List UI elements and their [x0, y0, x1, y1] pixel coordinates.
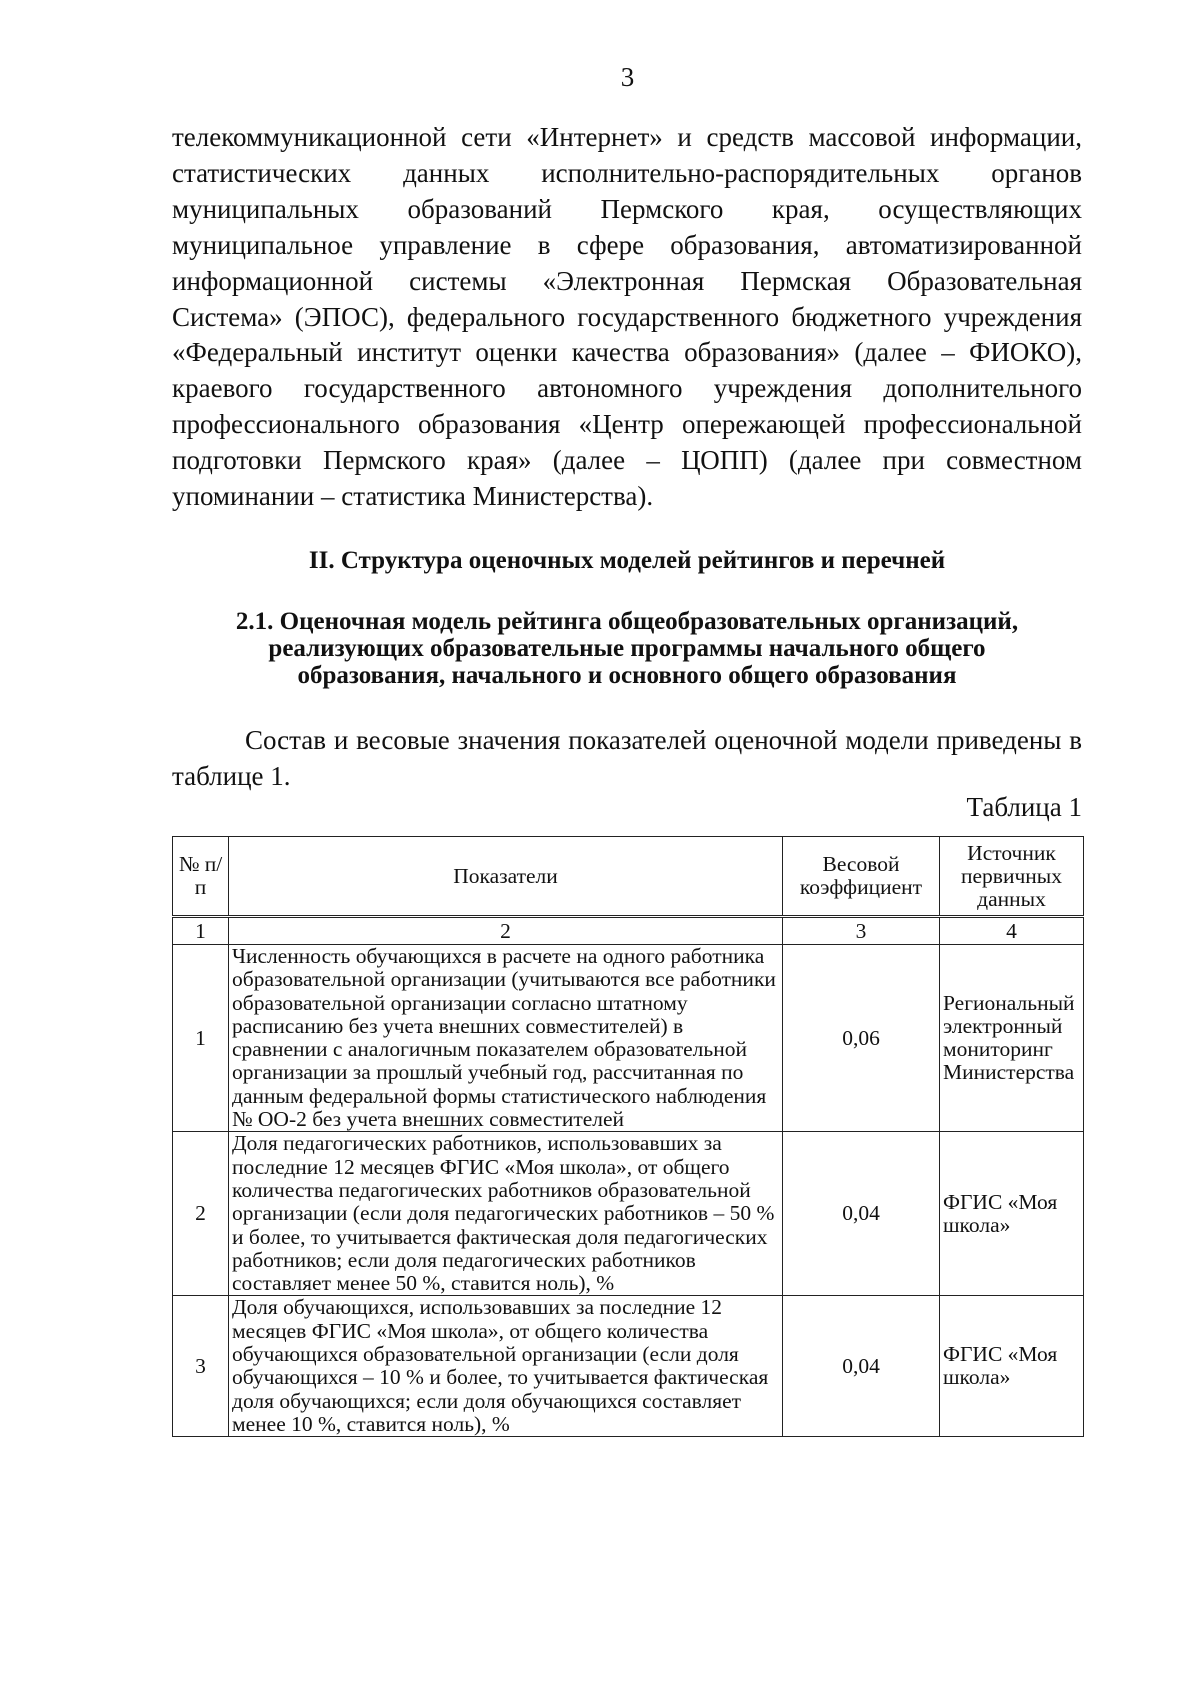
table-row — [173, 945, 1084, 1132]
row-indicator: Численность обучающихся в расчете на одного работника образовательной организации (учитываются все работники образовательной организации согласно штатному расписанию без учета внешних совместителей) в сравнении с аналогичным показателем образовательной организации за прошлый учебный год, рассчитанная по данным федеральной формы статистического наблюдения № ОО-2 без учета внешних совместителей — [229, 945, 783, 1132]
header-indicator: Показатели — [229, 837, 783, 917]
header-source: Источник первичных данных — [940, 837, 1084, 917]
row-number: 1 — [173, 945, 229, 1132]
row-indicator: Доля обучающихся, использовавших за последние 12 месяцев ФГИС «Моя школа», от общего количества обучающихся образовательной организации (если доля обучающихся – 10 % и более, то учитывается фактическая доля обучающихся; если доля обучающихся составляет менее 10 %, ставится ноль), % — [229, 1296, 783, 1437]
table-header-row — [173, 837, 1084, 917]
subsection-heading-line-2: реализующих образовательные программы начального общего — [268, 635, 986, 662]
column-number-4: 4 — [940, 917, 1084, 945]
header-weight: Весовой коэффициент — [783, 837, 940, 917]
column-number-3: 3 — [783, 917, 940, 945]
row-weight: 0,06 — [783, 945, 940, 1132]
column-number-2: 2 — [229, 917, 783, 945]
row-number: 2 — [173, 1132, 229, 1296]
column-number-1: 1 — [173, 917, 229, 945]
indicators-table — [172, 836, 1084, 1437]
column-number-row — [173, 917, 1084, 945]
row-source: ФГИС «Моя школа» — [940, 1296, 1084, 1437]
subsection-heading-line-3: образования, начального и основного общего образования — [297, 662, 957, 689]
subsection-heading — [172, 608, 1082, 689]
intro-paragraph: телекоммуникационной сети «Интернет» и средств массовой информации, статистических данных исполнительно-распорядительных органов муниципальных образований Пермского края, осуществляющих муниципальное управление в сфере образования, автоматизированной информационной системы «Электронная Пермская Образовательная Система» (ЭПОС), федерального государственного бюджетного учреждения «Федеральный институт оценки качества образования» (далее – ФИОКО), краевого государственного автономного учреждения дополнительного профессионального образования «Центр опережающей профессиональной подготовки Пермского края» (далее – ЦОПП) (далее при совместном упоминании – статистика Министерства). — [172, 122, 1082, 512]
page-number: 3 — [620, 62, 635, 92]
subsection-heading-line-1: 2.1. Оценочная модель рейтинга общеобразовательных организаций, — [235, 608, 1019, 635]
row-weight: 0,04 — [783, 1132, 940, 1296]
table-row — [173, 1296, 1084, 1437]
row-indicator: Доля педагогических работников, использовавших за последние 12 месяцев ФГИС «Моя школа», от общего количества педагогических работников образовательной организации (если доля педагогических работников – 50 % и более, то учитывается фактическая доля педагогических работников; если доля педагогических работников составляет менее 50 %, ставится ноль), % — [229, 1132, 783, 1296]
section-heading: II. Структура оценочных моделей рейтингов и перечней — [308, 547, 946, 574]
row-number: 3 — [173, 1296, 229, 1437]
table-caption: Таблица 1 — [966, 792, 1082, 822]
row-weight: 0,04 — [783, 1296, 940, 1437]
header-num: № п/п — [173, 837, 229, 917]
composition-paragraph: Состав и весовые значения показателей оценочной модели приведены в таблице 1. — [172, 725, 1082, 791]
table-row — [173, 1132, 1084, 1296]
row-source: Региональный электронный мониторинг Министерства — [940, 945, 1084, 1132]
row-source: ФГИС «Моя школа» — [940, 1132, 1084, 1296]
